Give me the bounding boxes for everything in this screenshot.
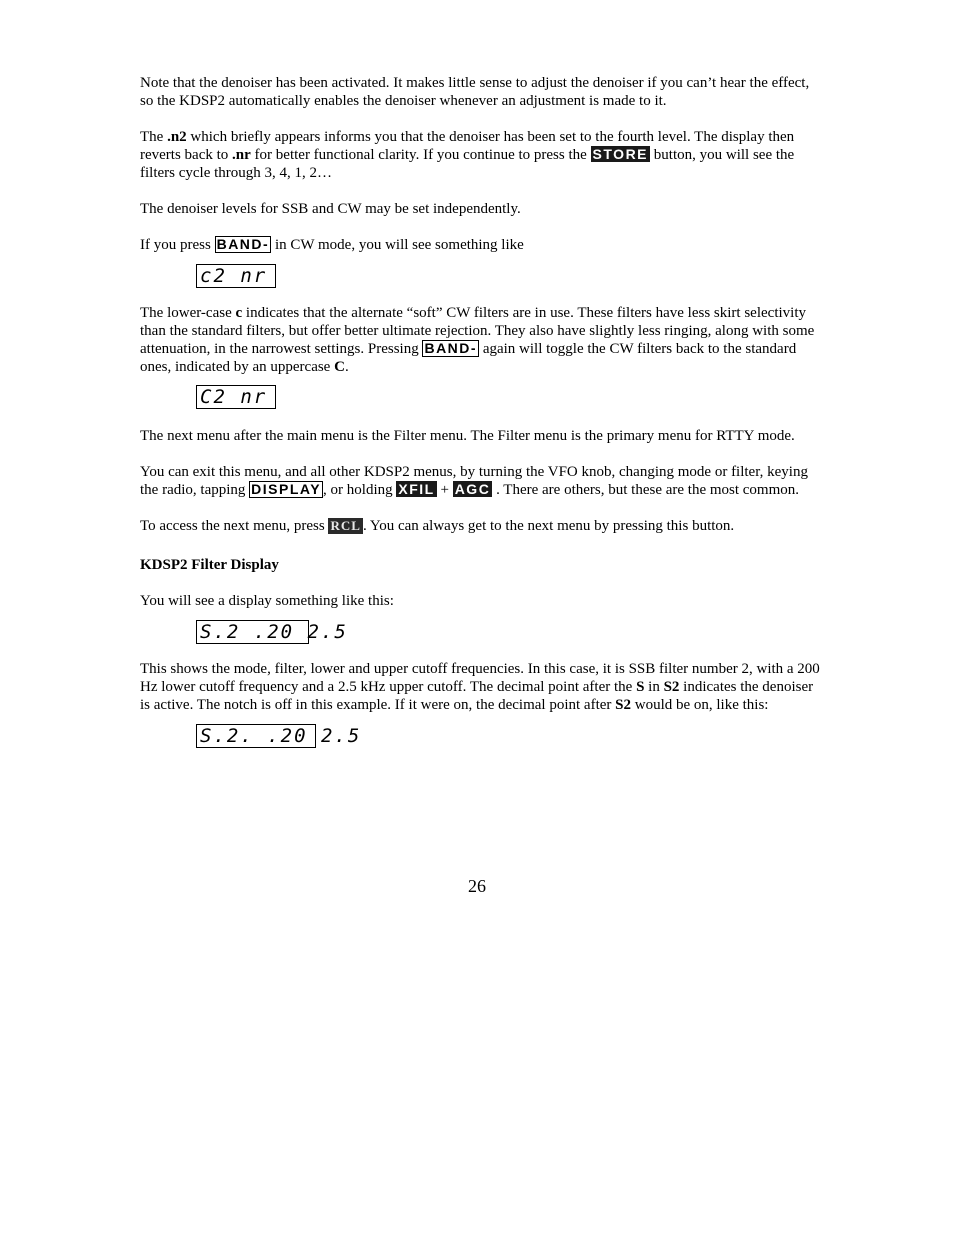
- lcd-display-standard-cw: C2 nr: [196, 385, 276, 409]
- paragraph-denoiser-activated: Note that the denoiser has been activated. It makes little sense to adjust the denoiser if you can’t hear the effect, so the KDSP2 automatically enables the denoiser whenever an adjustment is made to it.: [140, 75, 810, 109]
- paragraph-independent-levels: The denoiser levels for SSB and CW may be set independently.: [140, 201, 521, 217]
- paragraph-exit-menu: You can exit this menu, and all other KDSP2 menus, by turning the VFO knob, changing mode or filter, keying the radio, tapping DISPLAY , or holding XFIL + AGC . There are others, but these are the most common.: [140, 464, 808, 498]
- page-number: 26: [468, 876, 486, 896]
- rcl-key: RCL: [330, 518, 361, 533]
- document-page: [140, 74, 820, 748]
- lcd-display-soft-cw: c2 nr: [196, 264, 276, 288]
- paragraph-next-menu: To access the next menu, press RCL . You can always get to the next menu by pressing this button.: [140, 518, 735, 534]
- xfil-key: XFIL: [398, 481, 435, 497]
- band-minus-key: BAND-: [424, 340, 478, 356]
- band-minus-key: BAND-: [216, 236, 270, 252]
- paragraph-soft-cw-filters: The lower-case c indicates that the alternate “soft” CW filters are in use. These filters have less skirt selectivity than the standard filters, but offer better ultimate rejection. They also have slightly less ringing, along with some attenuation, in the narrowest settings. Pressing BAND- again will toggle the CW filters back to the standard ones, indicated by an uppercase C.: [140, 305, 815, 375]
- lcd-display-filter-notch: S.2. .20 2.5: [196, 724, 316, 748]
- paragraph-filter-menu: The next menu after the main menu is the Filter menu. The Filter menu is the primary menu for RTTY mode.: [140, 428, 795, 444]
- paragraph-band-press: If you press BAND- in CW mode, you will see something like: [140, 236, 524, 253]
- paragraph-n2-level: The .n2 which briefly appears informs you that the denoiser has been set to the fourth level. The display then reverts back to .nr for better functional clarity. If you continue to press the STORE button, you will see the filters cycle through 3, 4, 1, 2…: [140, 129, 795, 181]
- section-heading: KDSP2 Filter Display: [140, 557, 279, 573]
- agc-key: AGC: [454, 481, 491, 497]
- store-key: STORE: [592, 146, 649, 162]
- paragraph-display-intro: You will see a display something like this:: [140, 593, 394, 609]
- paragraph-filter-explanation: This shows the mode, filter, lower and upper cutoff frequencies. In this case, it is SSB filter number 2, with a 200 Hz lower cutoff frequency and a 2.5 kHz upper cutoff. The decimal point after the S in S2 indicates the denoiser is active. The notch is off in this example. If it were on, the decimal point after S2 would be on, like this:: [140, 661, 820, 713]
- lcd-display-filter: S.2 .20 2.5: [196, 620, 309, 644]
- display-key: DISPLAY: [251, 481, 322, 497]
